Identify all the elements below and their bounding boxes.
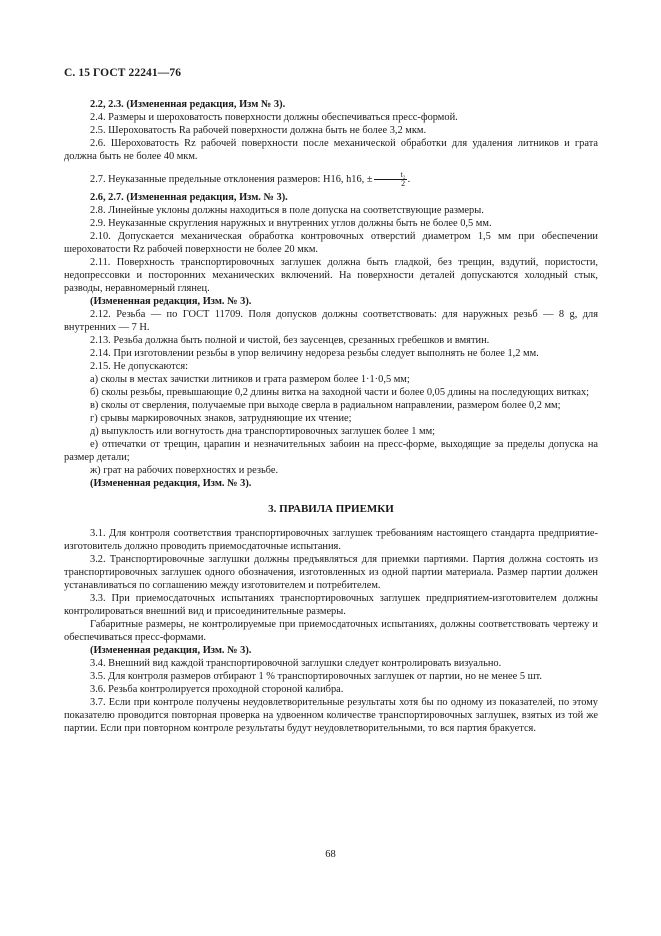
paragraph: 2.4. Размеры и шероховатость поверхности должны обеспечиваться пресс-формой. (90, 112, 458, 123)
paragraph: 3.6. Резьба контролируется проходной стороной калибра. (90, 684, 344, 695)
paragraph: е) отпечатки от трещин, царапин и незначительных забоин на пресс-форме, выходящие за пределы допуска на размер детали; (64, 439, 598, 463)
fraction-denominator: 2 (401, 179, 406, 188)
paragraph: 3.4. Внешний вид каждой транспортировочной заглушки следует контролировать визуально. (90, 658, 502, 669)
paragraph: д) выпуклость или вогнутость дна транспортировочных заглушек более 1 мм; (90, 426, 436, 437)
paragraph: 2.8. Линейные уклоны должны находиться в поле допуска на соответствующие размеры. (90, 205, 484, 216)
paragraph: (Измененная редакция, Изм. № 3). (90, 478, 252, 489)
paragraph: 2.15. Не допускаются: (90, 361, 189, 372)
paragraph: 2.2, 2.3. (Измененная редакция, Изм № 3). (90, 99, 286, 110)
page-content (64, 98, 598, 735)
paragraph-2-7-tail: . (407, 173, 411, 185)
paragraph: Габаритные размеры, не контролируемые при приемосдаточных испытаниях, должны соответствовать чертежу и обеспечиваться пресс-формами. (64, 619, 598, 643)
page-number: 68 (325, 849, 336, 860)
page-header: С. 15 ГОСТ 22241—76 (64, 67, 182, 79)
paragraph: ж) грат на рабочих поверхностях и резьбе. (90, 465, 279, 476)
section-3-body (64, 527, 598, 735)
paragraph: 2.9. Неуказанные скругления наружных и внутренних углов должны быть не более 0,5 мм. (90, 218, 492, 229)
paragraph: 2.10. Допускается механическая обработка контровочных отверстий диаметром 1,5 мм при обеспечении шероховатости Rz рабочей поверхности не более 20 мкм. (64, 231, 598, 255)
paragraph-2-7-text: 2.7. Неуказанные предельные отклонения размеров: H16, h16, ± (90, 173, 373, 185)
paragraph: 3.7. Если при контроле получены неудовлетворительные результаты хотя бы по одному из показателей, по этому показателю проводится повторная проверка на удвоенном количестве транспортировочных заглушек, взятых из той же партии. Если при повторном контроле результаты будут неудовлетворительными, то вся партия бракуется. (64, 697, 598, 734)
paragraph: 2.6, 2.7. (Измененная редакция, Изм. № 3). (90, 192, 288, 203)
paragraph: 2.14. При изготовлении резьбы в упор величину недореза резьбы следует выполнять не более 1,2 мм. (90, 348, 539, 359)
paragraph: 2.5. Шероховатость Ra рабочей поверхности должна быть не более 3,2 мкм. (90, 125, 427, 136)
paragraph: 3.3. При приемосдаточных испытаниях транспортировочных заглушек предприятием-изготовителем должны контролироваться внешний вид и присоединительные размеры. (64, 593, 598, 617)
section-2-part-2 (64, 191, 598, 490)
paragraph: б) сколы резьбы, превышающие 0,2 длины витка на заходной части и более 0,05 длины на последующих витках; (90, 387, 590, 398)
fraction-t2-over-2 (374, 171, 407, 188)
paragraph: 2.6. Шероховатость Rz рабочей поверхности после механической обработки для удаления литников и грата должна быть не более 40 мкм. (64, 138, 598, 162)
paragraph: 3.5. Для контроля размеров отбирают 1 % транспортировочных заглушек от партии, но не менее 5 шт. (90, 671, 542, 682)
paragraph: 3.1. Для контроля соответствия транспортировочных заглушек требованиям настоящего стандарта предприятие-изготовитель должно проводить приемосдаточные испытания. (64, 528, 598, 552)
fraction-numerator: t₂ (374, 171, 407, 180)
paragraph: а) сколы в местах зачистки литников и грата размером более 1·1·0,5 мм; (90, 374, 410, 385)
paragraph-2-7 (64, 171, 598, 188)
paragraph: г) срывы маркировочных знаков, затрудняющие их чтение; (90, 413, 352, 424)
paragraph: 3.2. Транспортировочные заглушки должны предъявляться для приемки партиями. Партия должна состоять из транспортировочных заглушек одного обозначения, изготовленных из одной партии материала. Размер партии должен устанавливаться по соглашению между изготовителем и потребителем. (64, 554, 598, 591)
section-3-title: 3. ПРАВИЛА ПРИЕМКИ (268, 503, 394, 515)
paragraph: в) сколы от сверления, получаемые при выходе сверла в радиальном направлении, размером более 0,2 мм; (90, 400, 561, 411)
paragraph: 2.13. Резьба должна быть полной и чистой, без заусенцев, срезанных гребешков и вмятин. (90, 335, 490, 346)
paragraph: (Измененная редакция, Изм. № 3). (90, 645, 252, 656)
paragraph: (Измененная редакция, Изм. № 3). (90, 296, 252, 307)
paragraph: 2.12. Резьба — по ГОСТ 11709. Поля допусков должны соответствовать: для наружных резьб — 8 g, для внутренних — 7 H. (64, 309, 598, 333)
paragraph: 2.11. Поверхность транспортировочных заглушек должна быть гладкой, без трещин, вздутий, пористости, недопрессовки и посторонних механических включений. На поверхности деталей допускаются холодный стык, разводы, неравномерный глянец. (64, 257, 598, 294)
section-2-part-1 (64, 98, 598, 163)
